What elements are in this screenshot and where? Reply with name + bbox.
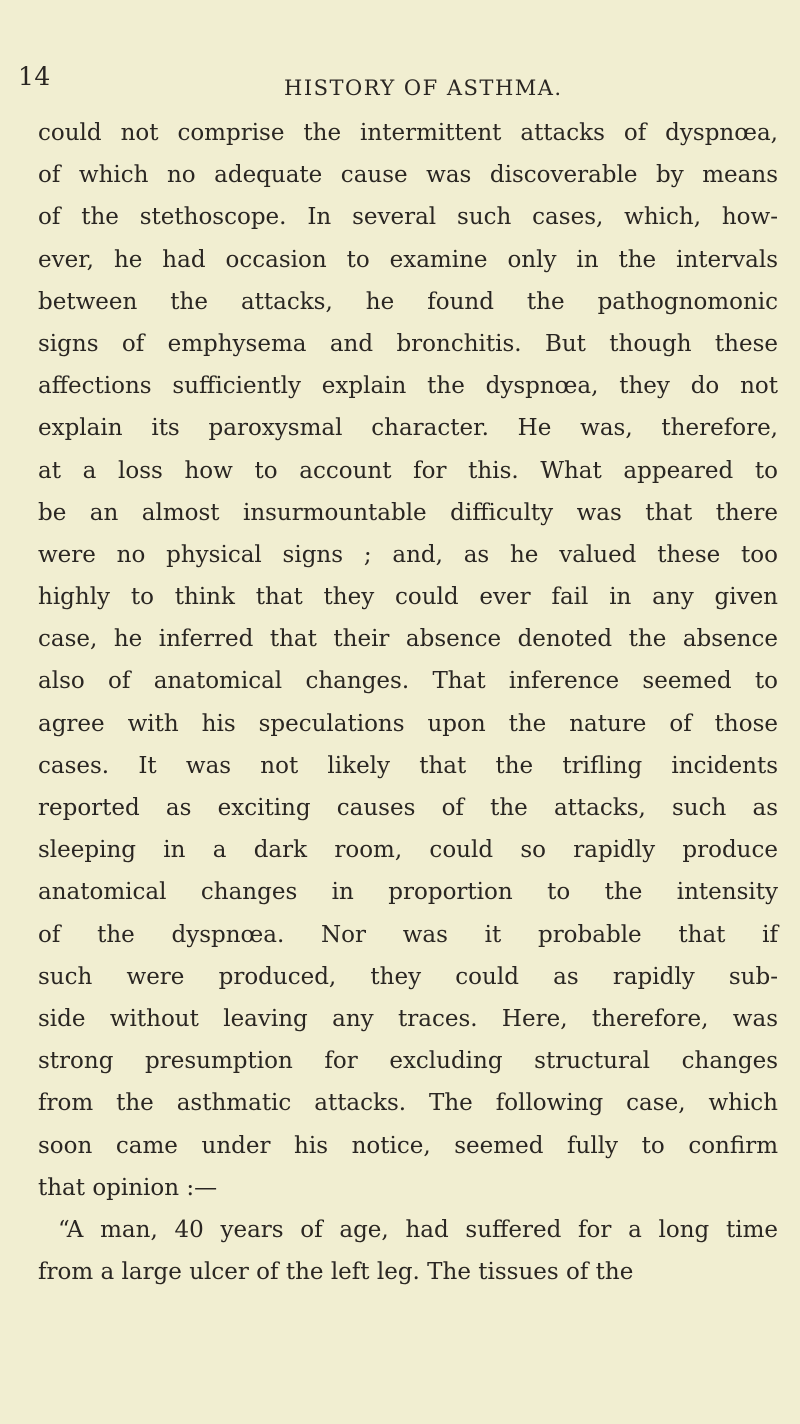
text-line: at a loss how to account for this. What appeared to [38, 457, 778, 484]
text-line: anatomical changes in proportion to the intensity [38, 879, 778, 906]
text-line: from a large ulcer of the left leg. The tissues of the [38, 1259, 634, 1286]
text-line: from the asthmatic attacks. The following case, which [38, 1090, 778, 1117]
text-line: of the stethoscope. In several such cases, which, how- [38, 204, 778, 231]
text-line: soon came under his notice, seemed fully to confirm [38, 1132, 778, 1159]
body-text [38, 112, 778, 1293]
text-line: explain its paroxysmal character. He was, therefore, [38, 415, 778, 442]
text-line: signs of emphysema and bronchitis. But though these [38, 330, 778, 357]
text-line: highly to think that they could ever fail in any given [38, 584, 778, 611]
text-line: were no physical signs ; and, as he valued these too [38, 541, 778, 568]
text-line: between the attacks, he found the pathognomonic [38, 288, 778, 315]
text-line: could not comprise the intermittent attacks of dyspnœa, [38, 120, 778, 146]
text-line: that opinion :— [38, 1174, 218, 1201]
text-line: also of anatomical changes. That inference seemed to [38, 668, 778, 695]
text-line: agree with his speculations upon the nature of those [38, 710, 778, 737]
quote-line: “A man, 40 years of age, had suffered for a long time [58, 1216, 778, 1243]
text-line: cases. It was not likely that the trifling incidents [38, 752, 778, 779]
text-line: such were produced, they could as rapidly sub- [38, 963, 778, 990]
text-line: sleeping in a dark room, could so rapidly produce [38, 837, 778, 864]
text-line: be an almost insurmountable difficulty was that there [38, 499, 778, 526]
text-line: ever, he had occasion to examine only in the intervals [38, 246, 778, 273]
page-number: 14 [18, 62, 51, 91]
running-title: HISTORY OF ASTHMA. [284, 76, 563, 100]
text-line: case, he inferred that their absence denoted the absence [38, 626, 778, 653]
text-line: affections sufficiently explain the dyspnœa, they do not [38, 373, 778, 400]
text-line: side without leaving any traces. Here, therefore, was [38, 1005, 778, 1032]
text-line: of which no adequate cause was discoverable by means [38, 162, 778, 189]
text-line: reported as exciting causes of the attacks, such as [38, 795, 778, 821]
text-line: of the dyspnœa. Nor was it probable that if [38, 921, 778, 948]
text-line: strong presumption for excluding structural changes [38, 1048, 778, 1075]
